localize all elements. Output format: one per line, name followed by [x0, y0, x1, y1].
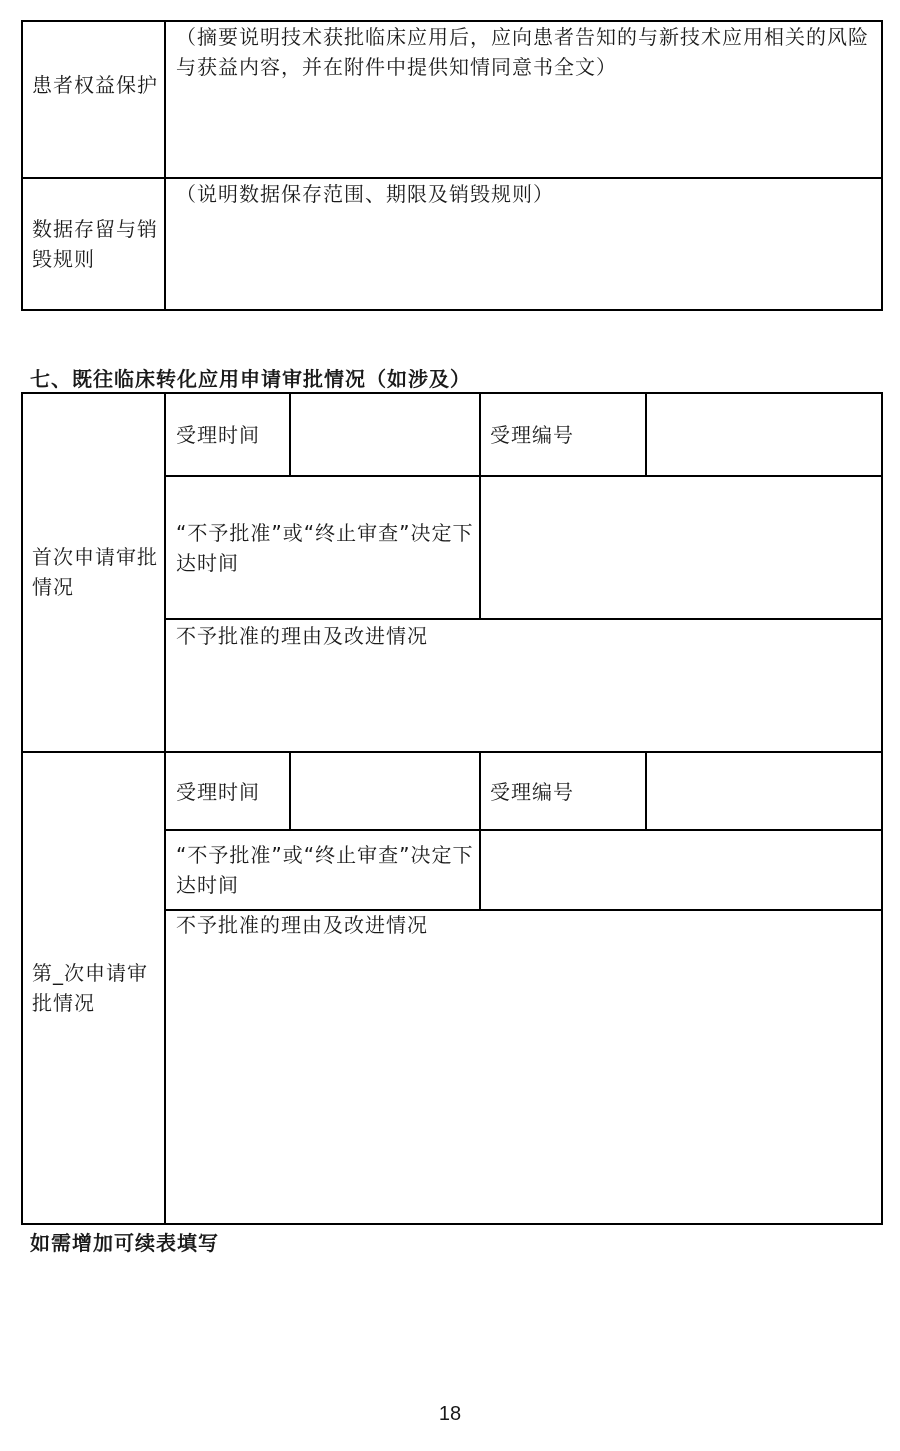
page-number: 18 [438, 1403, 462, 1425]
first-accept-number-input[interactable] [652, 420, 877, 450]
table-border [289, 751, 291, 831]
data-retention-input[interactable]: （说明数据保存范围、期限及销毁规则） [176, 182, 554, 206]
table-border [164, 475, 883, 477]
first-decision-time-input[interactable] [486, 480, 878, 614]
second-decision-time-label: “不予批准”或“终止审查”决定下达时间 [176, 843, 474, 897]
table-border [479, 392, 481, 620]
first-accept-time-input[interactable] [295, 420, 475, 450]
table-border [21, 1223, 883, 1225]
second-accept-number-input[interactable] [652, 777, 877, 807]
table-border [881, 392, 883, 1225]
patient-rights-input[interactable]: （摘要说明技术获批临床应用后，应向患者告知的与新技术应用相关的风险与获益内容，并在附件中提供知情同意书全文） [176, 25, 869, 79]
first-accept-number-label: 受理编号 [490, 423, 574, 447]
table-border [645, 751, 647, 831]
table-border [289, 392, 291, 477]
first-application-label: 首次申请审批情况 [32, 545, 158, 599]
table-border [164, 20, 166, 311]
first-accept-time-label: 受理时间 [176, 423, 260, 447]
data-retention-label: 数据存留与销毁规则 [32, 217, 158, 271]
second-accept-number-label: 受理编号 [490, 780, 574, 804]
table-border [21, 751, 883, 753]
table-border [21, 392, 883, 394]
table-border [21, 392, 23, 1225]
second-accept-time-input[interactable] [295, 777, 475, 807]
table-border [164, 392, 166, 1225]
section-7-title: 七、既往临床转化应用申请审批情况（如涉及） [30, 367, 471, 391]
table-border [21, 309, 883, 311]
table-border [645, 392, 647, 477]
first-reason-field[interactable]: 不予批准的理由及改进情况 [176, 624, 428, 648]
table-border [21, 20, 23, 311]
table-border [479, 751, 481, 911]
first-decision-time-label: “不予批准”或“终止审查”决定下达时间 [176, 521, 474, 575]
second-reason-field[interactable]: 不予批准的理由及改进情况 [176, 913, 428, 937]
table-border [164, 618, 883, 620]
continuation-note: 如需增加可续表填写 [30, 1231, 219, 1255]
table-border [881, 20, 883, 311]
second-accept-time-label: 受理时间 [176, 780, 260, 804]
second-application-label: 第_次申请审批情况 [32, 961, 148, 1015]
second-decision-time-input[interactable] [486, 834, 878, 906]
table-border [164, 829, 883, 831]
patient-rights-label: 患者权益保护 [32, 73, 158, 97]
